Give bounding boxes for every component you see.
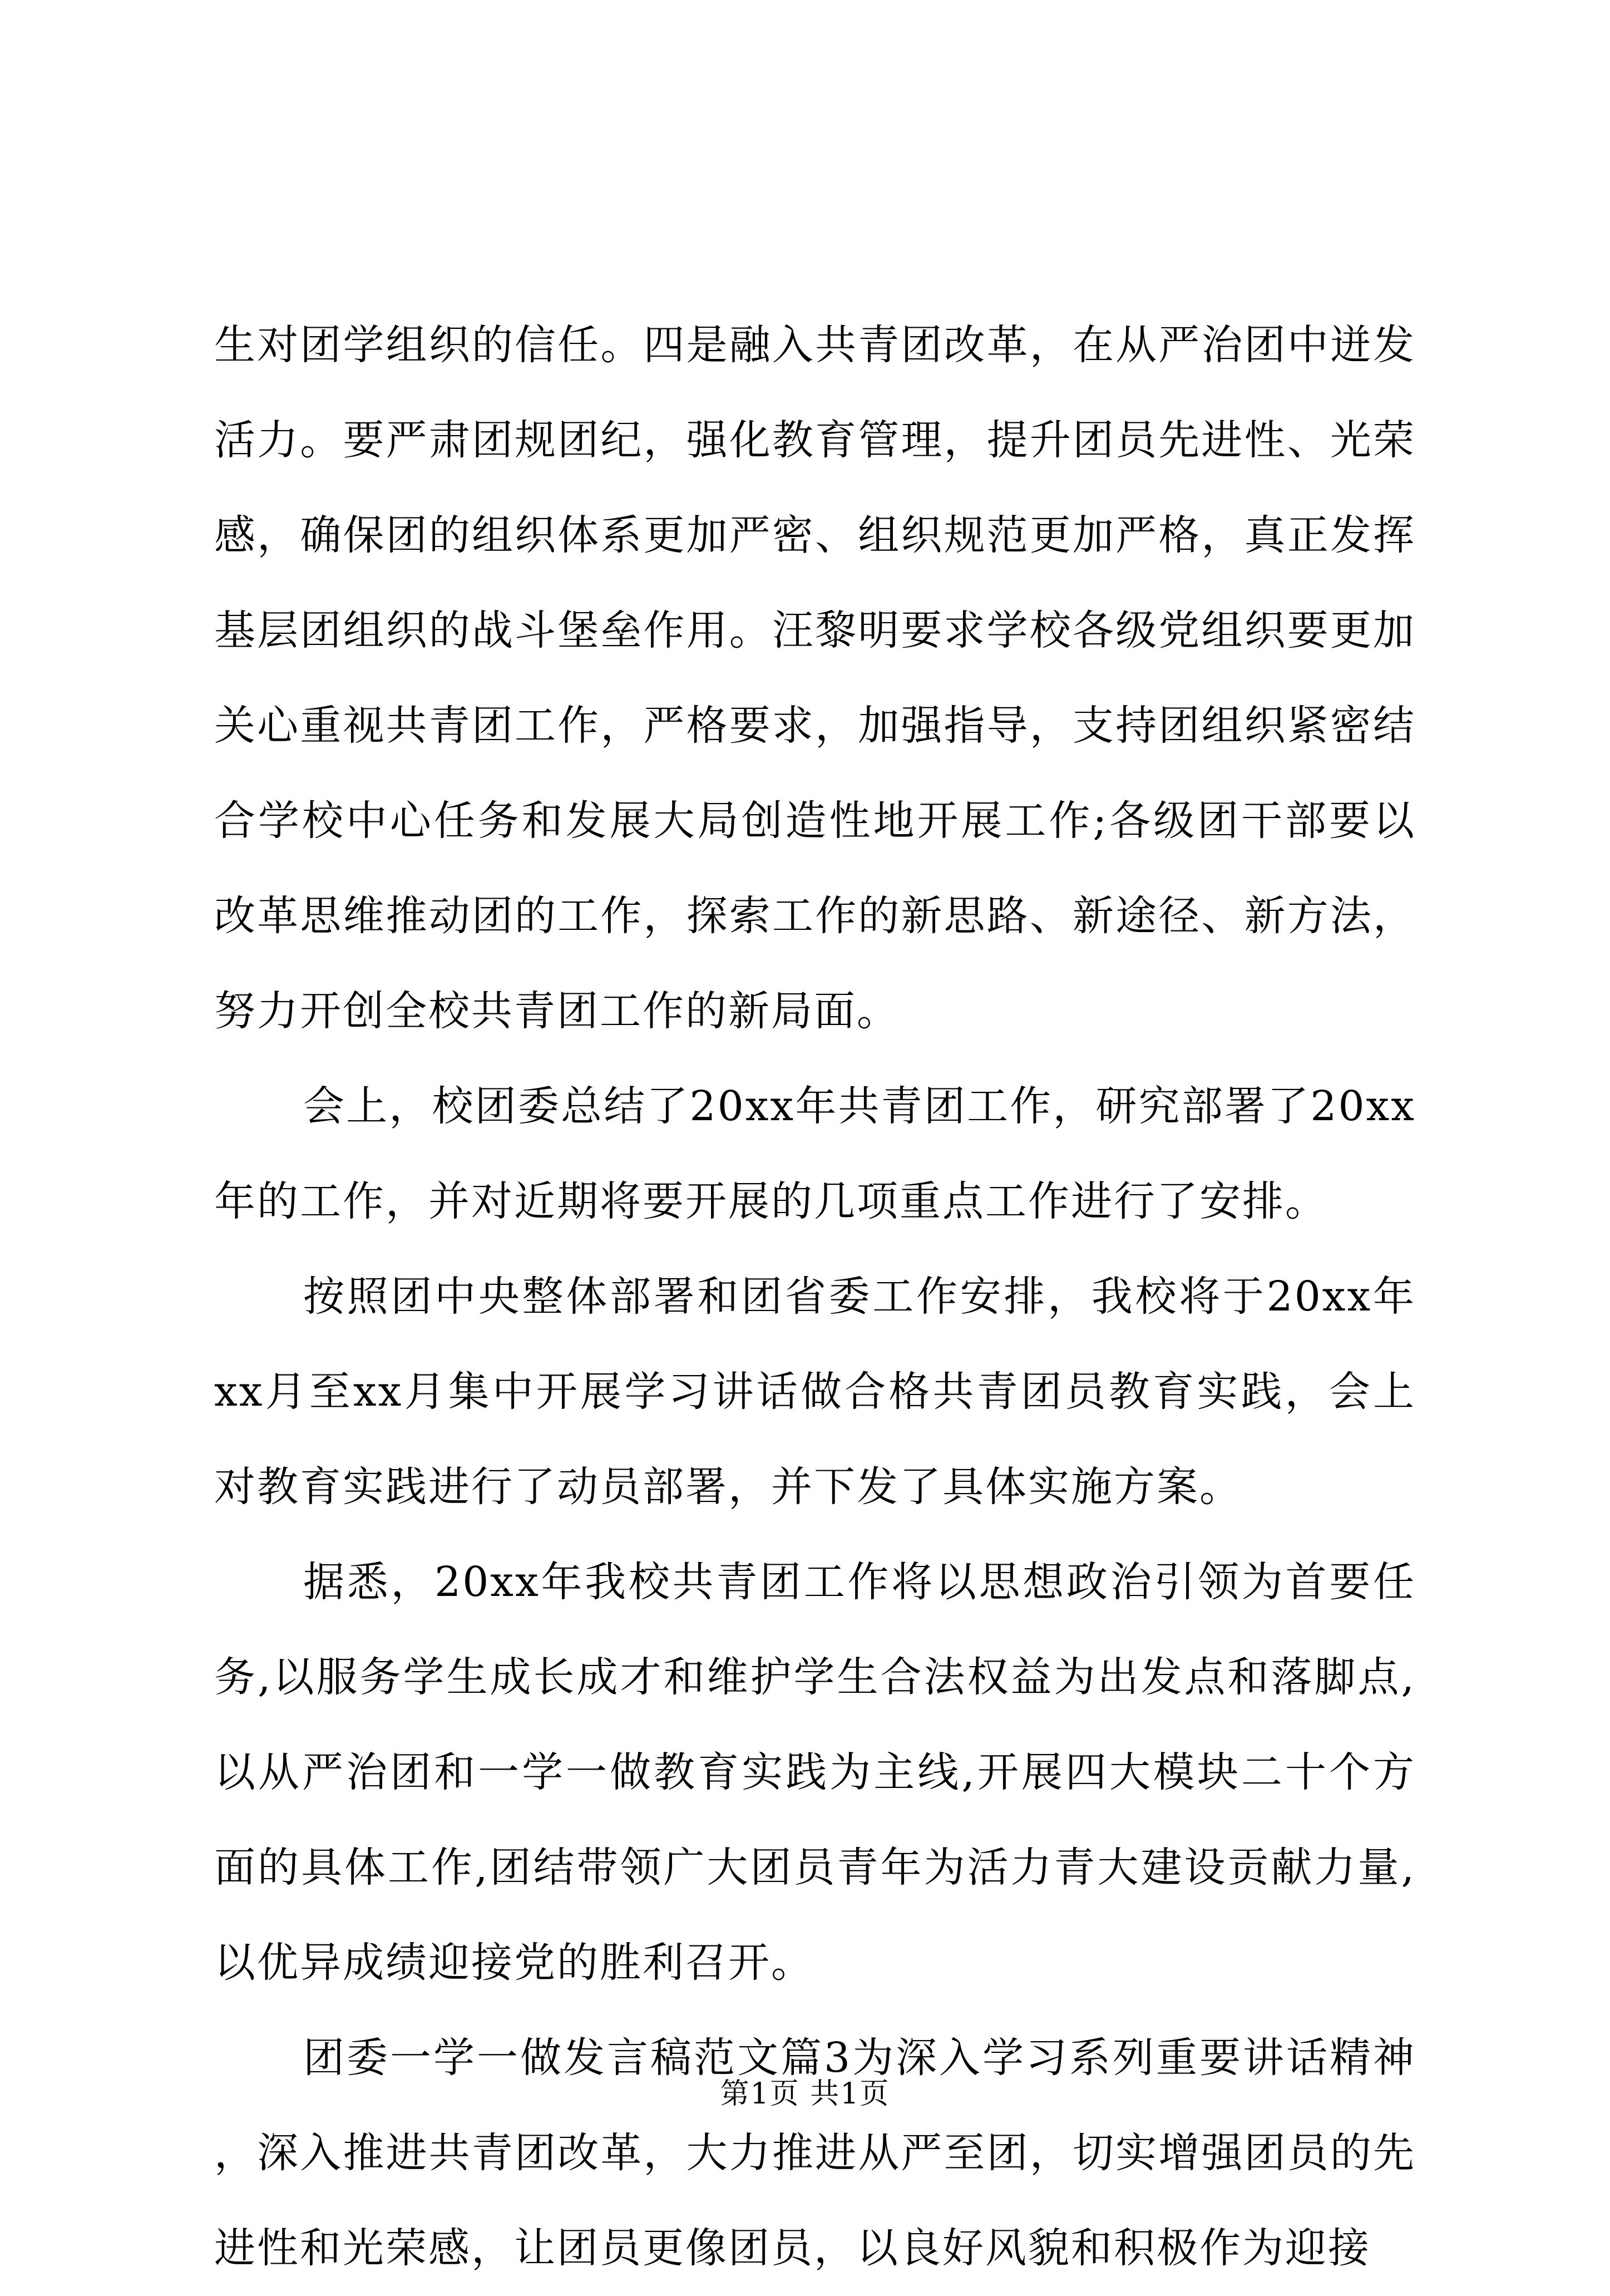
paragraph-continued: 生对团学组织的信任。四是融入共青团改革，在从严治团中迸发活力。要严肃团规团纪，强化教育管理，提升团员先进性、光荣感，确保团的组织体系更加严密、组织规范更加严格，真正发挥基层团组织的战斗堡垒作用。汪黎明要求学校各级党组织要更加关心重视共青团工作，严格要求，加强指导，支持团组织紧密结合学校中心任务和发展大局创造性地开展工作;各级团干部要以改革思维推动团的工作，探索工作的新思路、新途径、新方法，努力开创全校共青团工作的新局面。 — [214, 321, 1416, 1035]
paragraph-speech-sample: 团委一学一做发言稿范文篇3为深入学习系列重要讲话精神，深入推进共青团改革，大力推进从严至团，切实增强团员的先进性和光荣感，让团员更像团员，以良好风貌和积极作为迎接 — [214, 2034, 1416, 2272]
paragraph-education-practice: 按照团中央整体部署和团省委工作安排，我校将于20xx年xx月至xx月集中开展学习讲话做合格共青团员教育实践，会上对教育实践进行了动员部署，并下发了具体实施方案。 — [214, 1273, 1416, 1511]
paragraph-meeting-summary: 会上，校团委总结了20xx年共青团工作，研究部署了20xx年的工作，并对近期将要开展的几项重点工作进行了安排。 — [214, 1082, 1416, 1225]
paragraph-annual-plan: 据悉，20xx年我校共青团工作将以思想政治引领为首要任务,以服务学生成长成才和维护学生合法权益为出发点和落脚点,以从严治团和一学一做教育实践为主线,开展四大模块二十个方面的具体工作,团结带领广大团员青年为活力青大建设贡献力量,以优异成绩迎接党的胜利召开。 — [214, 1558, 1416, 1987]
document-body — [214, 298, 1416, 2296]
page-footer: 第1页 共1页 — [720, 2077, 890, 2111]
